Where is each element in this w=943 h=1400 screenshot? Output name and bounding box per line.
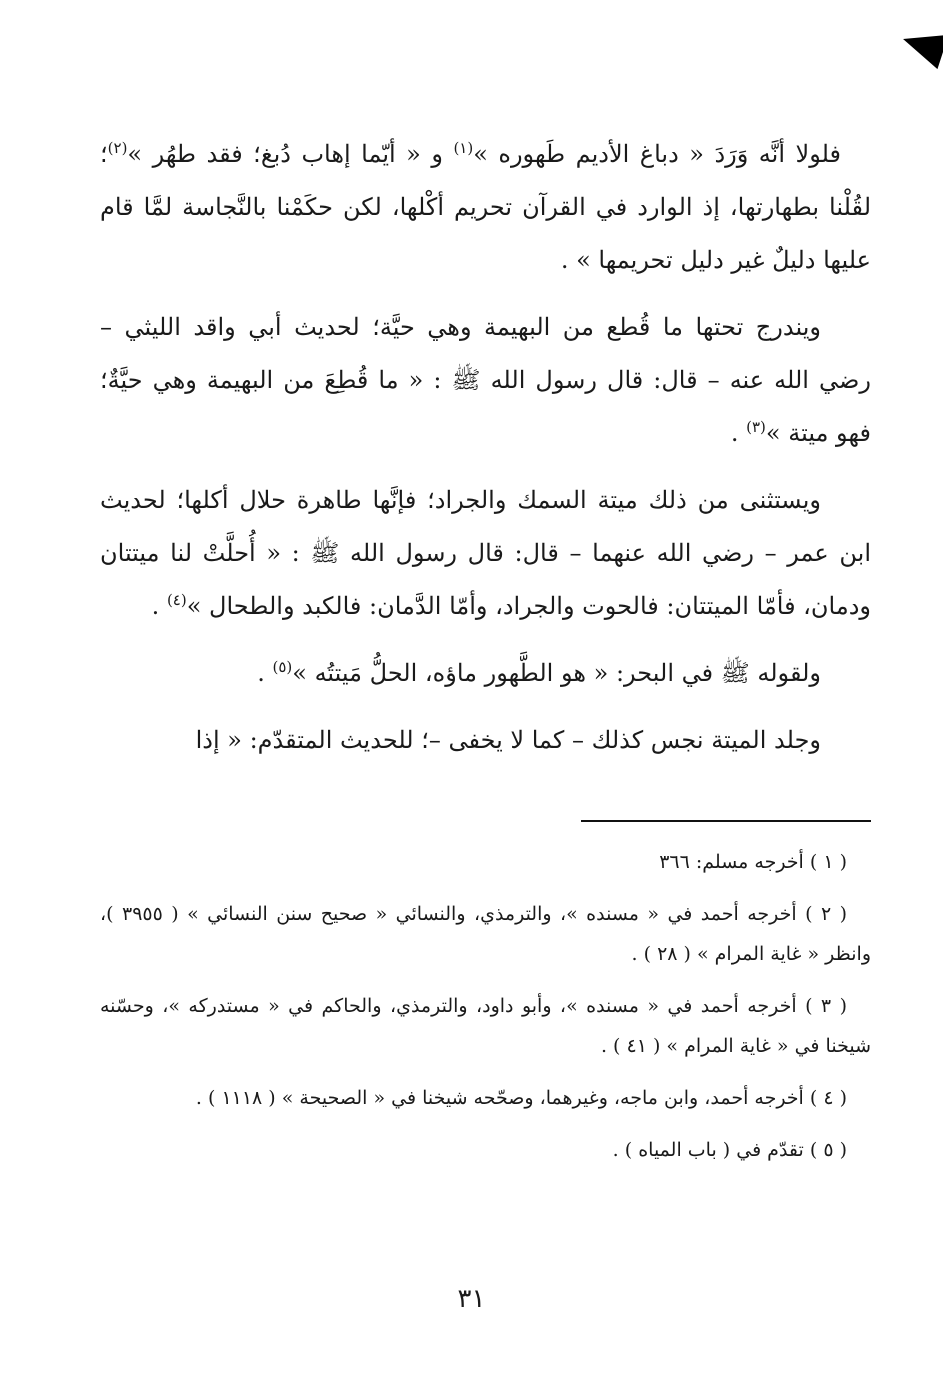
paragraph-4 <box>100 647 871 700</box>
paragraph-text: ويندرج تحتها ما قُطع من البهيمة وهي حيَّة؛ لحديث أبي واقد الليثي – رضي الله عنه – قال: قال رسول الله ﷺ : « ما قُطِعَ من البهيمة وهي حيَّةٌ؛ فهو ميتة » <box>100 313 871 447</box>
page-corner-mark <box>897 22 943 69</box>
footnote-separator <box>581 820 871 822</box>
footnote-2: ( ٢ ) أخرجه أحمد في « مسنده »، والترمذي، والنسائي « صحيح سنن النسائي » ( ٣٩٥٥ )، وانظر « غاية المرام » ( ٢٨ ) . <box>100 903 871 965</box>
footnote-ref-5[interactable]: (٥) <box>272 658 293 676</box>
footnote-5: ( ٥ ) تقدّم في ( باب المياه ) . <box>612 1139 847 1161</box>
paragraph-text: . <box>151 592 167 620</box>
paragraph-text: . <box>257 659 273 687</box>
main-text <box>100 128 871 781</box>
footnote-1: ( ١ ) أخرجه مسلم: ٣٦٦ <box>659 851 847 873</box>
footnote-4: ( ٤ ) أخرجه أحمد، وابن ماجه، وغيرهما، وصحّحه شيخنا في « الصحيحة » ( ١١١٨ ) . <box>195 1087 847 1109</box>
paragraph-text: ؛ لقُلْنا بطهارتها، إذ الوارد في القرآن تحريم أكْلها، لكن حكَمْنا بالنَّجاسة لمَّا قام عليها دليلٌ غير دليل تحريمها » . <box>100 140 871 274</box>
footnote-ref-3[interactable]: (٣) <box>746 418 766 436</box>
paragraph-3 <box>100 474 871 633</box>
footnote-3: ( ٣ ) أخرجه أحمد في « مسنده »، وأبو داود، والترمذي، والحاكم في « مستدركه »، وحسّنه شيخنا في « غاية المرام » ( ٤١ ) . <box>100 995 871 1057</box>
footnote-ref-4[interactable]: (٤) <box>166 591 187 609</box>
paragraph-text: و « أيّما إهاب دُبغ؛ فقد طهُر » <box>127 140 454 168</box>
paragraph-5 <box>100 714 871 767</box>
paragraph-text: ولقوله ﷺ في البحر: « هو الطَّهور ماؤه، الحلُّ مَيتتُه » <box>292 659 821 687</box>
footnote-ref-2[interactable]: (٢) <box>107 139 128 157</box>
footnote-ref-1[interactable]: (١) <box>453 139 474 157</box>
paragraph-text: ويستثنى من ذلك ميتة السمك والجراد؛ فإنَّها طاهرة حلال أكلها؛ لحديث ابن عمر – رضي الله عنهما – قال: قال رسول الله ﷺ : « أُحلَّتْ لنا ميتتان ودمان، فأمّا الميتتان: فالحوت والجراد، وأمّا الدَّمان: فالكبد والطحال » <box>100 486 871 620</box>
footnotes <box>100 842 871 1182</box>
paragraph-text: . <box>730 419 747 447</box>
paragraph-1 <box>100 128 871 287</box>
paragraph-2 <box>100 301 871 460</box>
paragraph-text: وجلد الميتة نجس كذلك – كما لا يخفى –؛ للحديث المتقدّم: « إذا <box>195 726 821 754</box>
page-number: ٣١ <box>457 1284 486 1314</box>
paragraph-text: فلولا أنَّه وَرَدَ « دباغ الأديم طَهوره » <box>473 140 842 168</box>
